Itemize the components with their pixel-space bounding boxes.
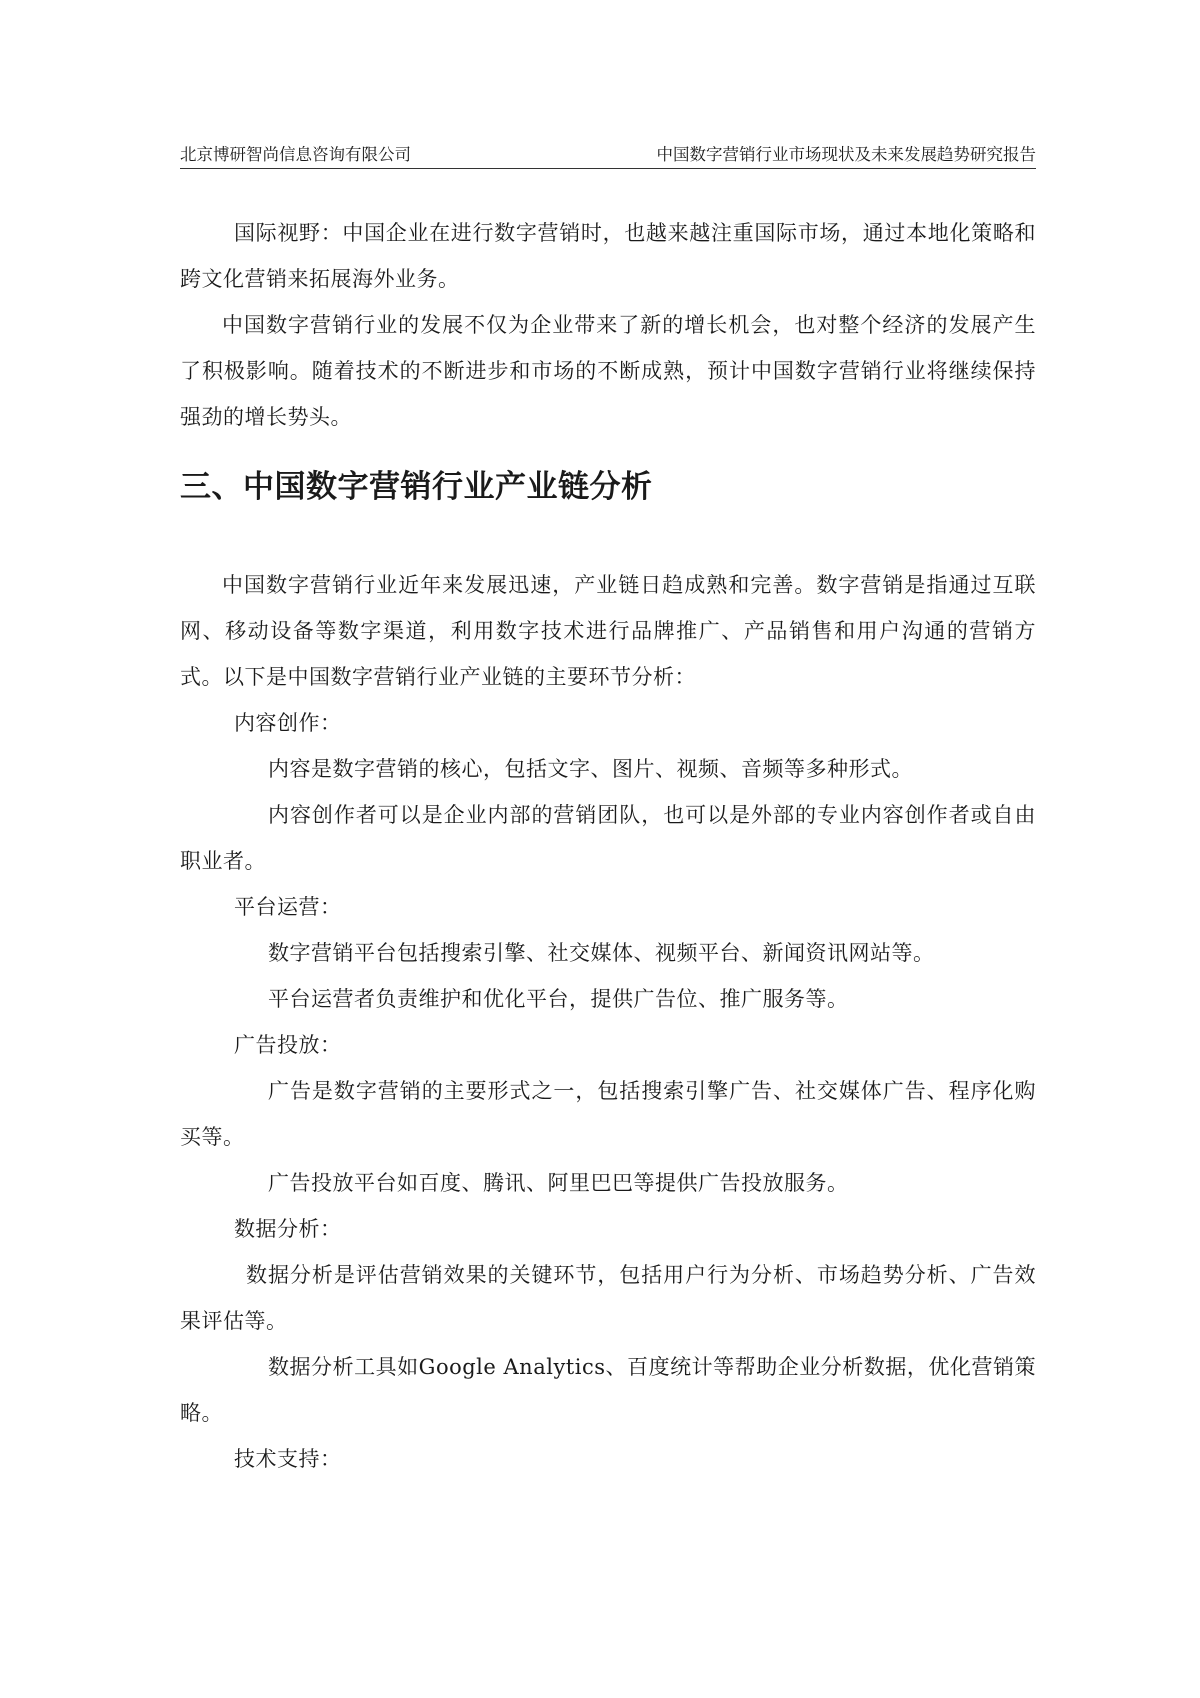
paragraph-ad-platforms: 广告投放平台如百度、腾讯、阿里巴巴等提供广告投放服务。: [268, 1171, 849, 1195]
paragraph-platform-operators: 平台运营者负责维护和优化平台，提供广告位、推广服务等。: [268, 987, 849, 1011]
paragraph-data-tools: 数据分析工具如Google Analytics、百度统计等帮助企业分析数据，优化营销策略。: [180, 1355, 1036, 1425]
document-body: [180, 210, 1036, 1482]
paragraph-ad-forms: 广告是数字营销的主要形式之一，包括搜索引擎广告、社交媒体广告、程序化购买等。: [180, 1079, 1036, 1149]
paragraph-international-vision: 国际视野：中国企业在进行数字营销时，也越来越注重国际市场，通过本地化策略和跨文化营销来拓展海外业务。: [180, 221, 1036, 291]
header-divider: [180, 168, 1036, 169]
header-report-title: 中国数字营销行业市场现状及未来发展趋势研究报告: [656, 145, 1036, 164]
paragraph-data-analysis-key: 数据分析是评估营销效果的关键环节，包括用户行为分析、市场趋势分析、广告效果评估等。: [180, 1263, 1036, 1333]
paragraph-content-core: 内容是数字营销的核心，包括文字、图片、视频、音频等多种形式。: [268, 757, 913, 781]
section-heading: 三、中国数字营销行业产业链分析: [180, 469, 653, 505]
subheading-platform-operation: 平台运营：: [234, 895, 342, 919]
paragraph-content-creators: 内容创作者可以是企业内部的营销团队，也可以是外部的专业内容创作者或自由职业者。: [180, 803, 1036, 873]
subheading-content-creation: 内容创作：: [234, 711, 342, 735]
paragraph-platform-types: 数字营销平台包括搜索引擎、社交媒体、视频平台、新闻资讯网站等。: [268, 941, 935, 965]
subheading-advertising: 广告投放：: [234, 1033, 342, 1057]
paragraph-industry-impact: 中国数字营销行业的发展不仅为企业带来了新的增长机会，也对整个经济的发展产生了积极影响。随着技术的不断进步和市场的不断成熟，预计中国数字营销行业将继续保持强劲的增长势头。: [180, 313, 1036, 429]
subheading-tech-support: 技术支持：: [234, 1447, 342, 1471]
subheading-data-analysis: 数据分析：: [234, 1217, 342, 1241]
paragraph-chain-intro: 中国数字营销行业近年来发展迅速，产业链日趋成熟和完善。数字营销是指通过互联网、移动设备等数字渠道，利用数字技术进行品牌推广、产品销售和用户沟通的营销方式。以下是中国数字营销行业产业链的主要环节分析：: [180, 573, 1036, 689]
header-company-name: 北京博研智尚信息咨询有限公司: [180, 145, 411, 164]
